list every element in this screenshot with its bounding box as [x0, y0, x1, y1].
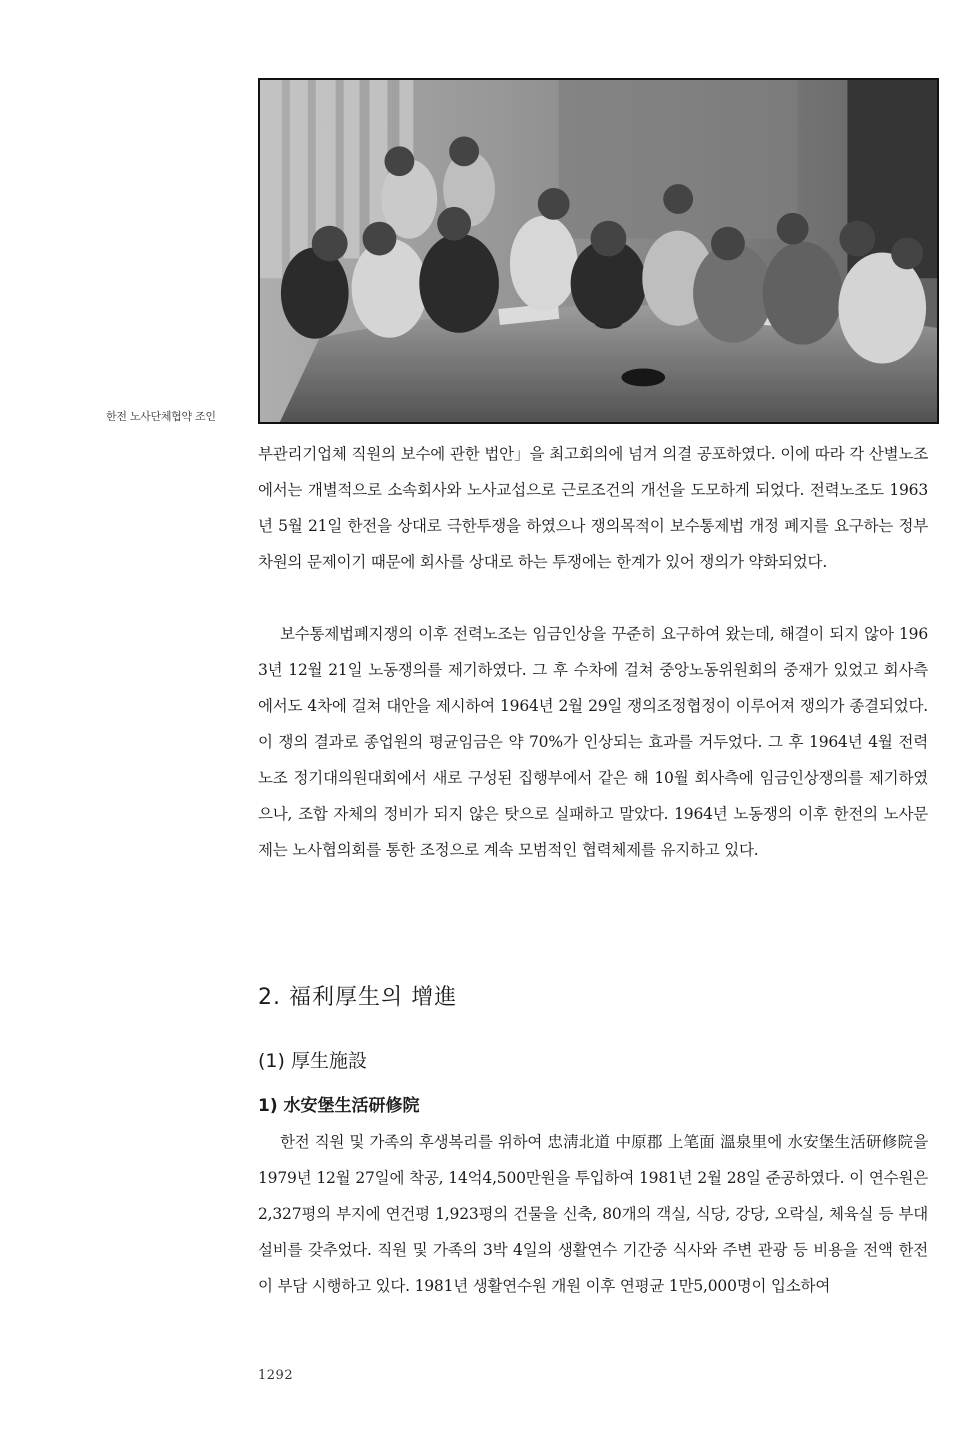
body-text-section-2	[258, 1124, 928, 1304]
photo-illustration	[260, 80, 937, 422]
body-text-section-1	[258, 436, 928, 580]
body-text-section-1b	[258, 616, 928, 868]
page-number: 1292	[258, 1368, 294, 1383]
paragraph-2: 보수통제법폐지쟁의 이후 전력노조는 임금인상을 꾸준히 요구하여 왔는데, 해결이 되지 않아 1963년 12월 21일 노동쟁의를 제기하였다. 그 후 수차에 걸쳐 중앙노동위원회의 중재가 있었고 회사측에서도 4차에 걸쳐 대안을 제시하여 1964년 2월 29일 쟁의조정협정이 이루어져 쟁의가 종결되었다. 이 쟁의 결과로 종업원의 평균임금은 약 70%가 인상되는 효과를 거두었다. 그 후 1964년 4월 전력노조 정기대의원대회에서 새로 구성된 집행부에서 같은 해 10월 회사측에 임금인상쟁의를 제기하였으나, 조합 자체의 정비가 되지 않은 탓으로 실패하고 말았다. 1964년 노동쟁의 이후 한전의 노사문제는 노사협의회를 통한 조정으로 계속 모범적인 협력체제를 유지하고 있다.	[258, 625, 928, 859]
section-heading: 2. 福利厚生의 增進	[258, 985, 458, 1010]
subsection-heading: (1) 厚生施設	[258, 1050, 367, 1072]
paragraph-3: 한전 직원 및 가족의 후생복리를 위하여 忠淸北道 中原郡 上笔面 溫泉里에 水安堡生活研修院을 1979년 12월 27일에 착공, 14억4,500만원을 투입하여 1981년 2월 28일 준공하였다. 이 연수원은 2,327평의 부지에 연건평 1,923평의 건물을 신축, 80개의 객실, 식당, 강당, 오락실, 체육실 등 부대설비를 갖추었다. 직원 및 가족의 3박 4일의 생활연수 기간중 식사와 주변 관광 등 비용을 전액 한전이 부담 시행하고 있다. 1981년 생활연수원 개원 이후 연평균 1만5,000명이 입소하여	[258, 1133, 928, 1295]
item-heading: 1) 水安堡生活研修院	[258, 1096, 420, 1116]
paragraph-1: 부관리기업체 직원의 보수에 관한 법안」을 최고회의에 넘겨 의결 공포하였다. 이에 따라 각 산별노조에서는 개별적으로 소속회사와 노사교섭으로 근로조건의 개선을 도모하게 되었다. 전력노조도 1963년 5월 21일 한전을 상대로 극한투쟁을 하였으나 쟁의목적이 보수통제법 개정 폐지를 요구하는 정부차원의 문제이기 때문에 회사를 상대로 하는 투쟁에는 한계가 있어 쟁의가 약화되었다.	[258, 445, 928, 571]
photo-caption: 한전 노사단체협약 조인	[106, 410, 216, 423]
signing-ceremony-photo	[258, 78, 939, 424]
